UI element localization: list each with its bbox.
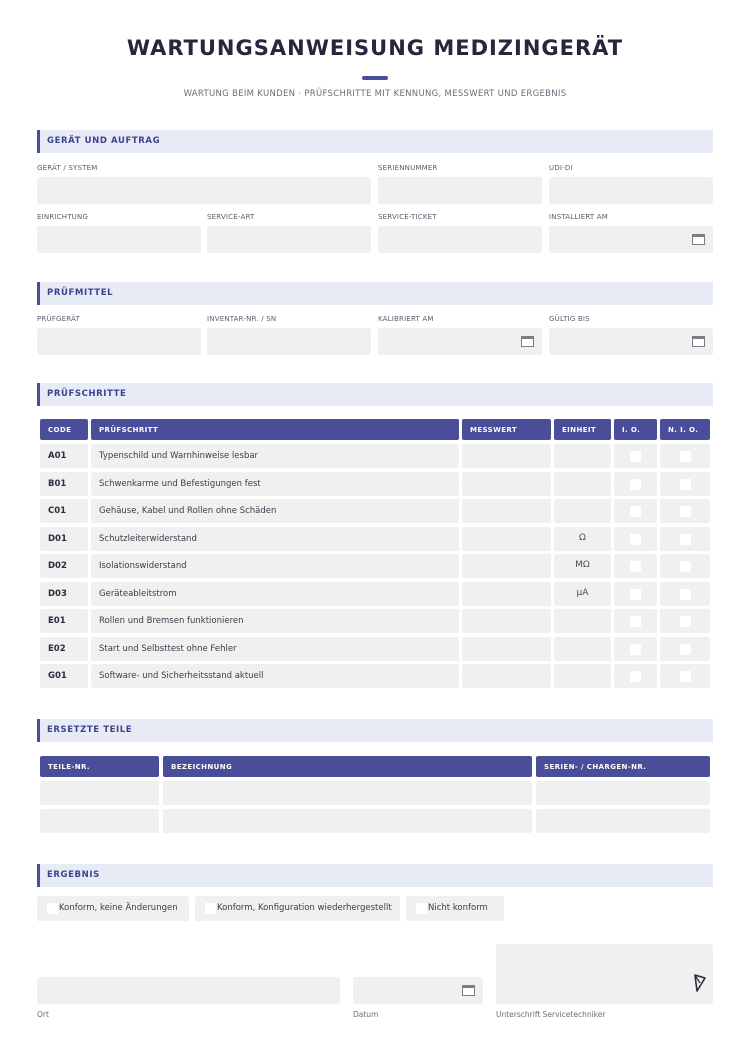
ok-cell[interactable] [614,609,657,633]
step-unit [554,472,611,496]
step-description: Rollen und Bremsen funktionieren [91,609,459,633]
col-header-designation: BEZEICHNUNG [163,756,532,777]
col-header-code: CODE [40,419,88,440]
col-header-ok: I. O. [614,419,657,440]
checkbox[interactable] [680,671,691,682]
checkbox[interactable] [630,671,641,682]
label-service-type: SERVICE-ART [207,213,255,221]
inventory-field[interactable] [207,328,371,355]
label-system: GERÄT / SYSTEM [37,164,98,172]
col-header-serial-batch: SERIEN- / CHARGEN-NR. [536,756,710,777]
measured-value-input[interactable] [462,609,551,633]
checkbox[interactable] [630,589,641,600]
section-header-steps: PRÜFSCHRITTE [37,383,713,406]
measured-value-input[interactable] [462,582,551,606]
checkbox[interactable] [630,506,641,517]
part-no-input[interactable] [40,809,159,833]
checkbox[interactable] [680,561,691,572]
serial-field[interactable] [378,177,542,204]
measured-value-input[interactable] [462,527,551,551]
measured-value-input[interactable] [462,664,551,688]
label-calibrated: KALIBRIERT AM [378,315,434,323]
checkbox[interactable] [630,451,641,462]
not-ok-cell[interactable] [660,499,710,523]
date-label: Datum [353,1010,379,1019]
measured-value-input[interactable] [462,499,551,523]
checkbox[interactable] [630,616,641,627]
serial-batch-input[interactable] [536,809,710,833]
installed-date-field[interactable] [549,226,713,253]
udi-field[interactable] [549,177,713,204]
step-code: E01 [40,609,88,633]
step-description: Start und Selbsttest ohne Fehler [91,637,459,661]
step-code: E02 [40,637,88,661]
ok-cell[interactable] [614,444,657,468]
section-header-parts: ERSETZTE TEILE [37,719,713,742]
col-header-part-no: TEILE-NR. [40,756,159,777]
section-header-pruefmittel: PRÜFMITTEL [37,282,713,305]
checkbox[interactable] [47,903,58,914]
label-ticket: SERVICE-TICKET [378,213,437,221]
result-option-conform[interactable] [37,896,189,921]
valid-until-date-field[interactable] [549,328,713,355]
checkbox[interactable] [680,506,691,517]
label-inventory: INVENTAR-NR. / SN [207,315,277,323]
label-installed: INSTALLIERT AM [549,213,609,221]
part-no-input[interactable] [40,781,159,805]
measured-value-input[interactable] [462,444,551,468]
not-ok-cell[interactable] [660,444,710,468]
section-header-geraet: GERÄT UND AUFTRAG [37,130,713,153]
not-ok-cell[interactable] [660,554,710,578]
page-title: WARTUNGSANWEISUNG MEDIZINGERÄT [126,36,624,60]
checkbox[interactable] [680,451,691,462]
checkbox[interactable] [205,903,216,914]
step-description: Gehäuse, Kabel und Rollen ohne Schäden [91,499,459,523]
checkbox[interactable] [630,479,641,490]
ticket-field[interactable] [378,226,542,253]
checkbox[interactable] [680,589,691,600]
checkbox[interactable] [630,534,641,545]
step-code: D03 [40,582,88,606]
not-ok-cell[interactable] [660,609,710,633]
step-unit [554,609,611,633]
step-unit: µA [554,582,611,606]
calibrated-date-field[interactable] [378,328,542,355]
step-unit [554,499,611,523]
measured-value-input[interactable] [462,554,551,578]
result-option-not-conform[interactable] [406,896,504,921]
calendar-icon[interactable] [521,336,534,347]
ok-cell[interactable] [614,499,657,523]
step-code: A01 [40,444,88,468]
result-option-label: Konform, keine Änderungen [59,903,178,913]
step-unit [554,444,611,468]
step-description: Isolationswiderstand [91,554,459,578]
step-description: Schutzleiterwiderstand [91,527,459,551]
result-option-label: Nicht konform [428,903,488,913]
step-unit: Ω [554,527,611,551]
label-udi: UDI-DI [549,164,573,172]
serial-batch-input[interactable] [536,781,710,805]
section-header-result: ERGEBNIS [37,864,713,887]
not-ok-cell[interactable] [660,637,710,661]
step-description: Geräteableitstrom [91,582,459,606]
system-field[interactable] [37,177,371,204]
service-type-field[interactable] [207,226,371,253]
col-header-value: MESSWERT [462,419,551,440]
checkbox[interactable] [630,561,641,572]
step-unit [554,664,611,688]
ok-cell[interactable] [614,472,657,496]
not-ok-cell[interactable] [660,582,710,606]
not-ok-cell[interactable] [660,664,710,688]
col-header-not-ok: N. I. O. [660,419,710,440]
not-ok-cell[interactable] [660,472,710,496]
ok-cell[interactable] [614,527,657,551]
calendar-icon[interactable] [462,985,475,996]
test-device-field[interactable] [37,328,201,355]
step-unit [554,637,611,661]
measured-value-input[interactable] [462,637,551,661]
ok-cell[interactable] [614,637,657,661]
step-code: D01 [40,527,88,551]
place-label: Ort [37,1010,49,1019]
step-description: Typenschild und Warnhinweise lesbar [91,444,459,468]
designation-input[interactable] [163,781,532,805]
not-ok-cell[interactable] [660,527,710,551]
pen-icon [693,973,707,993]
calendar-icon[interactable] [692,234,705,245]
measured-value-input[interactable] [462,472,551,496]
signature-field[interactable] [496,944,713,1004]
col-header-step: PRÜFSCHRITT [91,419,459,440]
title-underline [362,76,388,80]
step-description: Schwenkarme und Befestigungen fest [91,472,459,496]
ok-cell[interactable] [614,554,657,578]
place-field[interactable] [37,977,340,1004]
ok-cell[interactable] [614,582,657,606]
label-test-device: PRÜFGERÄT [37,315,80,323]
step-description: Software- und Sicherheitsstand aktuell [91,664,459,688]
signature-label: Unterschrift Servicetechniker [496,1010,606,1019]
facility-field[interactable] [37,226,201,253]
date-field[interactable] [353,977,483,1004]
checkbox[interactable] [416,903,427,914]
step-code: G01 [40,664,88,688]
step-code: B01 [40,472,88,496]
calendar-icon[interactable] [692,336,705,347]
label-facility: EINRICHTUNG [37,213,89,221]
checkbox[interactable] [630,644,641,655]
checkbox[interactable] [680,644,691,655]
checkbox[interactable] [680,616,691,627]
result-option-label: Konform, Konfiguration wiederhergestellt [217,903,392,913]
step-code: D02 [40,554,88,578]
checkbox[interactable] [680,479,691,490]
result-option-conform-restored[interactable] [195,896,400,921]
col-header-unit: EINHEIT [554,419,611,440]
label-valid-until: GÜLTIG BIS [549,315,590,323]
checkbox[interactable] [680,534,691,545]
step-unit: MΩ [554,554,611,578]
step-code: C01 [40,499,88,523]
page-subtitle: WARTUNG BEIM KUNDEN · PRÜFSCHRITTE MIT KENNUNG, MESSWERT UND ERGEBNIS [183,89,567,99]
label-serial: SERIENNUMMER [378,164,438,172]
designation-input[interactable] [163,809,532,833]
ok-cell[interactable] [614,664,657,688]
